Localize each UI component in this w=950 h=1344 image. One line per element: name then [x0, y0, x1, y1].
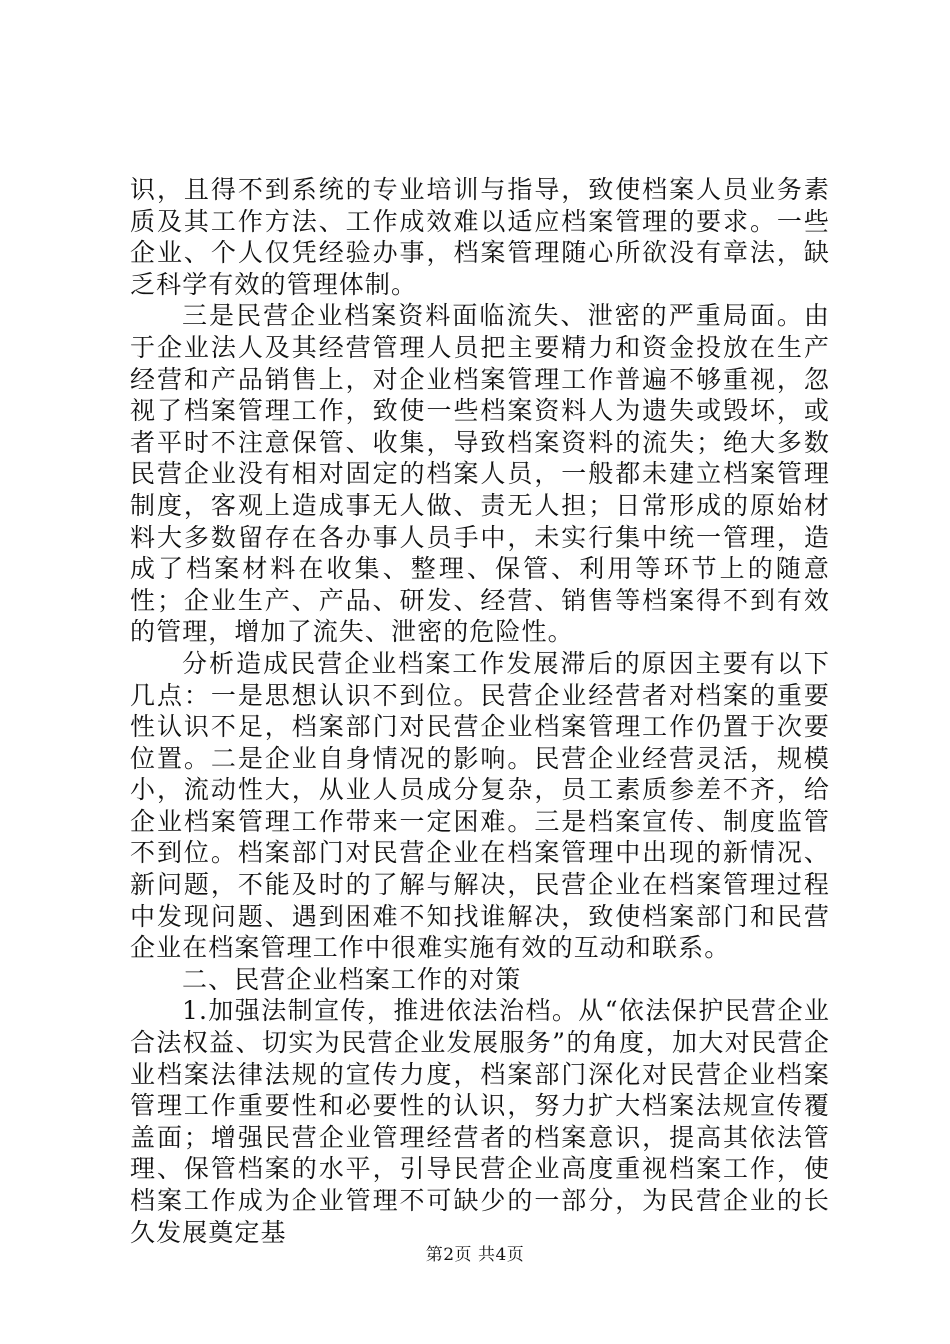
paragraph-3: 分析造成民营企业档案工作发展滞后的原因主要有以下几点：一是思想认识不到位。民营企业经营者对档案的重要性认识不足，档案部门对民营企业档案管理工作仍置于次要位置。二是企业自身情况的影响。民营企业经营灵活，规模小，流动性大，从业人员成分复杂，员工素质参差不齐，给企业档案管理工作带来一定困难。三是档案宣传、制度监管不到位。档案部门对民营企业在档案管理中出现的新情况、新问题，不能及时的了解与解决，民营企业在档案管理过程中发现问题、遇到困难不知找谁解决，致使档案部门和民营企业在档案管理工作中很难实施有效的互动和联系。	[130, 648, 830, 963]
paragraph-5: 1.加强法制宣传，推进依法治档。从“依法保护民营企业合法权益、切实为民营企业发展服务”的角度，加大对民营企业档案法律法规的宣传力度，档案部门深化对民营企业档案管理工作重要性和必要性的认识，努力扩大档案法规宣传覆盖面；增强民营企业管理经营者的档案意识，提高其依法管理、保管档案的水平，引导民营企业高度重视档案工作，使档案工作成为企业管理不可缺少的一部分，为民营企业的长久发展奠定基	[130, 996, 830, 1247]
document-body	[130, 174, 830, 1248]
section-heading: 二、民营企业档案工作的对策	[182, 964, 522, 994]
paragraph-2: 三是民营企业档案资料面临流失、泄密的严重局面。由于企业法人及其经营管理人员把主要精力和资金投放在生产经营和产品销售上，对企业档案管理工作普遍不够重视，忽视了档案管理工作，致使一些档案资料人为遗失或毁坏，或者平时不注意保管、收集，导致档案资料的流失；绝大多数民营企业没有相对固定的档案人员，一般都未建立档案管理制度，客观上造成事无人做、责无人担；日常形成的原始材料大多数留存在各办事人员手中，未实行集中统一管理，造成了档案材料在收集、整理、保管、利用等环节上的随意性；企业生产、产品、研发、经营、销售等档案得不到有效的管理，增加了流失、泄密的危险性。	[130, 301, 830, 647]
paragraph-1: 识，且得不到系统的专业培训与指导，致使档案人员业务素质及其工作方法、工作成效难以适应档案管理的要求。一些企业、个人仅凭经验办事，档案管理随心所欲没有章法，缺乏科学有效的管理体制。	[130, 175, 830, 299]
page-footer: 第2页 共4页	[425, 1245, 525, 1265]
